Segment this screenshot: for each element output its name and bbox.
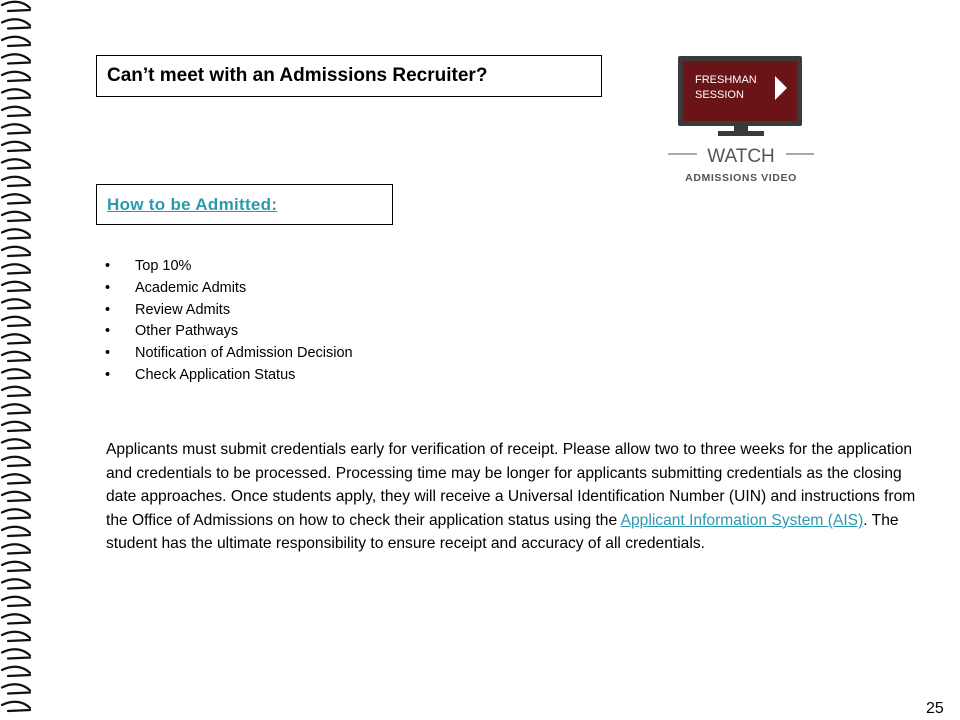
video-monitor-icon — [662, 52, 822, 188]
spiral-ring — [2, 667, 30, 676]
spiral-ring — [2, 422, 30, 431]
spiral-ring — [2, 544, 30, 553]
spiral-ring — [2, 684, 30, 693]
list-item: • Other Pathways — [104, 321, 353, 343]
spiral-ring — [2, 334, 30, 343]
spiral-ring — [2, 474, 30, 483]
spiral-ring — [2, 579, 30, 588]
spiral-ring — [2, 387, 30, 396]
spiral-ring — [2, 282, 30, 291]
spiral-ring — [2, 492, 30, 501]
list-item: • Review Admits — [104, 300, 353, 322]
admitted-heading-box — [96, 184, 393, 225]
spiral-ring — [2, 527, 30, 536]
list-item: • Check Application Status — [104, 365, 353, 387]
list-item: • Notification of Admission Decision — [104, 343, 353, 365]
spiral-ring — [2, 632, 30, 641]
spiral-ring — [2, 142, 30, 151]
body-text-after-link: . The student has the ultimate responsibility to ensure receipt and accuracy of all credentials. — [106, 511, 899, 553]
ais-link[interactable]: Applicant Information System (AIS) — [620, 511, 864, 529]
list-item: • Top 10% — [104, 256, 353, 278]
spiral-ring — [2, 614, 30, 623]
spiral-ring — [2, 597, 30, 606]
spiral-ring — [2, 229, 30, 238]
how-to-be-admitted-link[interactable]: How to be Admitted: — [107, 194, 278, 214]
spiral-ring — [2, 509, 30, 518]
spiral-ring — [2, 72, 30, 81]
spiral-ring — [2, 562, 30, 571]
spiral-ring — [2, 54, 30, 63]
spiral-ring — [2, 159, 30, 168]
spiral-ring — [2, 37, 30, 46]
spiral-ring — [2, 2, 30, 11]
video-screen-line2: SESSION — [695, 89, 744, 101]
spiral-ring — [2, 89, 30, 98]
video-subtitle: ADMISSIONS VIDEO — [685, 172, 797, 184]
spiral-ring — [2, 439, 30, 448]
spiral-ring — [2, 177, 30, 186]
spiral-ring — [2, 317, 30, 326]
spiral-ring — [2, 19, 30, 28]
body-paragraph — [106, 438, 916, 556]
spiral-ring — [2, 352, 30, 361]
video-watch-label: WATCH — [707, 146, 775, 167]
spiral-binding — [0, 0, 40, 720]
page-title: Can’t meet with an Admissions Recruiter? — [107, 65, 488, 86]
spiral-ring — [2, 264, 30, 273]
spiral-ring — [2, 702, 30, 711]
spiral-ring — [2, 404, 30, 413]
spiral-ring — [2, 457, 30, 466]
spiral-ring — [2, 299, 30, 308]
spiral-ring — [2, 649, 30, 658]
list-item: • Academic Admits — [104, 278, 353, 300]
spiral-ring — [2, 124, 30, 133]
spiral-ring — [2, 107, 30, 116]
spiral-ring — [2, 369, 30, 378]
body-text-before-link: Applicants must submit credentials early for verification of receipt. Please allow two to three weeks for the application and credentials to be processed. Processing time may be longer for applicants submitting credentials as the closing date approaches. Once students apply, they will receive a Universal Identification Number (UIN) and instructions from the Office of Admissions on how to check their application status using the — [106, 441, 916, 529]
title-box — [96, 55, 602, 97]
watch-admissions-video-button[interactable] — [662, 52, 822, 188]
page-number: 25 — [926, 700, 944, 717]
video-screen-line1: FRESHMAN — [695, 74, 757, 86]
admission-options-list — [104, 256, 353, 387]
spiral-ring — [2, 194, 30, 203]
spiral-ring — [2, 212, 30, 221]
spiral-ring — [2, 247, 30, 256]
